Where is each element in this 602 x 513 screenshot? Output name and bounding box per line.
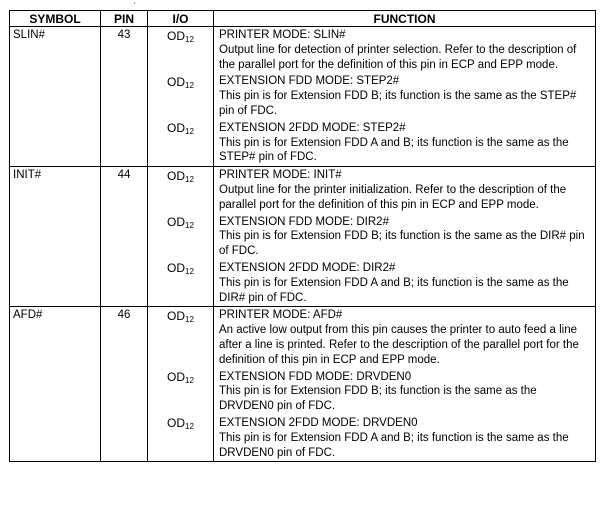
table-header-row	[10, 11, 596, 27]
io-cell	[148, 27, 214, 167]
io-type-drive: 12	[185, 34, 194, 44]
io-type	[148, 215, 213, 234]
pin-cell: 44	[101, 167, 148, 307]
mode-block	[219, 308, 591, 369]
io-cell	[148, 167, 214, 307]
mode-block	[219, 370, 591, 416]
mode-heading: EXTENSION FDD MODE: STEP2#	[219, 75, 400, 88]
mode-heading: PRINTER MODE: AFD#	[219, 309, 343, 322]
io-type-drive: 12	[185, 174, 194, 184]
table-row	[10, 167, 596, 307]
scan-mark	[134, 2, 135, 4]
io-type	[148, 169, 213, 188]
mode-heading: PRINTER MODE: INIT#	[219, 169, 342, 182]
io-type-drive: 12	[185, 422, 194, 432]
io-type-drive: 12	[185, 127, 194, 137]
mode-description: This pin is for Extension FDD B; its function is the same as the DRVDEN0 pin of FDC.	[219, 385, 537, 413]
mode-description: This pin is for Extension FDD A and B; its function is the same as the DRVDEN0 pin of FDC.	[219, 431, 569, 459]
io-type-main: OD	[167, 215, 186, 230]
io-type	[148, 309, 213, 328]
io-type-main: OD	[167, 261, 186, 276]
io-type-main: OD	[167, 28, 186, 43]
mode-heading: PRINTER MODE: SLIN#	[219, 29, 346, 41]
header-io: I/O	[148, 11, 214, 27]
symbol-cell: SLIN#	[10, 27, 101, 167]
io-type	[148, 370, 213, 389]
mode-block	[219, 261, 591, 305]
mode-heading: EXTENSION 2FDD MODE: DIR2#	[219, 261, 396, 274]
mode-list	[219, 28, 591, 165]
mode-description: This pin is for Extension FDD B; its function is the same as the STEP# pin of FDC.	[219, 90, 577, 117]
io-type-main: OD	[167, 416, 186, 431]
mode-description: Output line for the printer initialization. Refer to the description of the parallel port for the definition of this pin in ECP and EPP mode.	[219, 183, 567, 211]
mode-heading: EXTENSION FDD MODE: DIR2#	[219, 215, 389, 228]
header-symbol: SYMBOL	[10, 11, 101, 27]
mode-description: This pin is for Extension FDD A and B; its function is the same as the DIR# pin of FDC.	[219, 276, 569, 304]
mode-list	[219, 308, 591, 460]
io-type-drive: 12	[185, 80, 194, 90]
io-type	[148, 121, 213, 140]
io-type	[148, 261, 213, 280]
mode-block	[219, 74, 591, 120]
mode-heading: EXTENSION FDD MODE: DRVDEN0	[219, 370, 412, 383]
pin-cell: 43	[101, 27, 148, 167]
io-type	[148, 416, 213, 435]
mode-block	[219, 215, 591, 261]
io-cell	[148, 307, 214, 462]
mode-description: Output line for detection of printer selection. Refer to the description of the parallel port for the definition of this pin in ECP and EPP mode.	[219, 43, 577, 71]
mode-heading: EXTENSION 2FDD MODE: DRVDEN0	[219, 416, 418, 429]
io-type	[148, 29, 213, 48]
symbol-cell: INIT#	[10, 167, 101, 307]
io-type-drive: 12	[185, 221, 194, 231]
mode-description: An active low output from this pin causes the printer to auto feed a line after a line is printed. Refer to the description of the parallel port for the definition of this pin in ECP and EPP mode.	[219, 324, 579, 366]
function-cell	[214, 27, 596, 167]
header-function: FUNCTION	[214, 11, 596, 27]
header-pin: PIN	[101, 11, 148, 27]
table-row	[10, 307, 596, 462]
mode-description: This pin is for Extension FDD A and B; its function is the same as the STEP# pin of FDC.	[219, 136, 569, 164]
mode-block	[219, 28, 591, 74]
mode-description: This pin is for Extension FDD B; its function is the same as the DIR# pin of FDC.	[219, 230, 585, 258]
mode-list	[219, 168, 591, 305]
io-type-main: OD	[167, 121, 186, 136]
io-type-main: OD	[167, 168, 186, 183]
io-type-main: OD	[167, 74, 186, 89]
mode-block	[219, 416, 591, 460]
io-type-main: OD	[167, 370, 186, 385]
mode-block	[219, 121, 591, 165]
io-type-drive: 12	[185, 314, 194, 324]
function-cell	[214, 307, 596, 462]
io-type	[148, 75, 213, 94]
function-cell	[214, 167, 596, 307]
mode-block	[219, 168, 591, 214]
symbol-cell: AFD#	[10, 307, 101, 462]
pin-cell: 46	[101, 307, 148, 462]
io-type-drive: 12	[185, 267, 194, 277]
mode-heading: EXTENSION 2FDD MODE: STEP2#	[219, 121, 406, 134]
table-row	[10, 27, 596, 167]
io-type-drive: 12	[185, 376, 194, 386]
table-body	[10, 27, 596, 462]
io-type-main: OD	[167, 308, 186, 323]
pin-description-table	[9, 10, 596, 462]
